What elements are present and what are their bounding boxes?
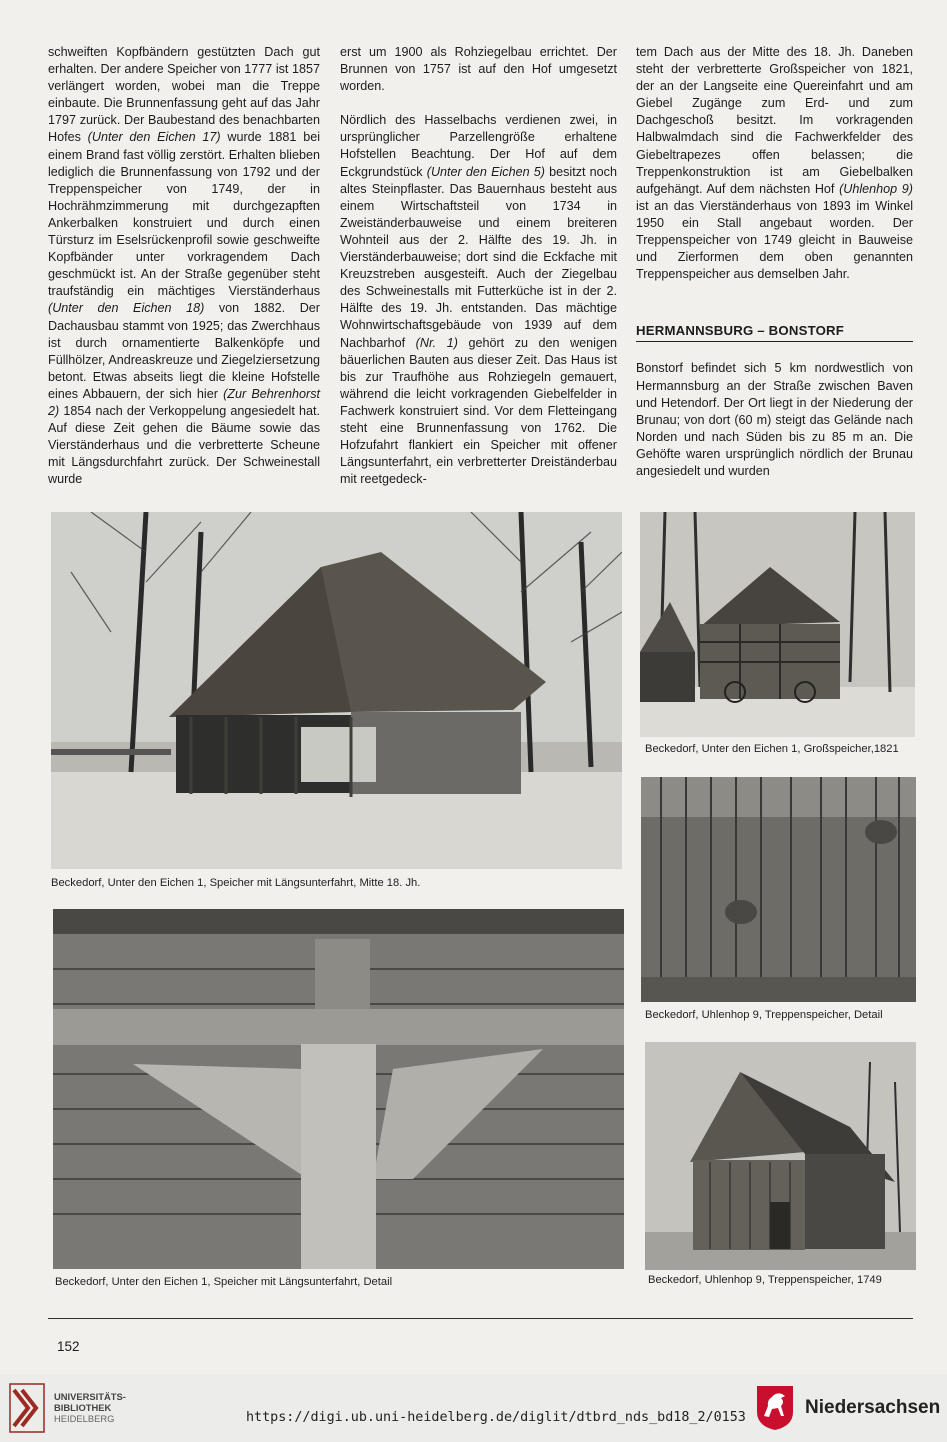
address-reference: (Uhlenhop 9): [839, 181, 913, 196]
page-number: 152: [57, 1339, 80, 1354]
page-rule: [48, 1318, 913, 1319]
photo-staircase-storehouse: [645, 1042, 916, 1270]
address-reference: (Unter den Eichen 18): [48, 301, 205, 316]
address-reference: (Nr. 1): [415, 335, 458, 350]
address-reference: (Unter den Eichen 5): [426, 164, 545, 179]
photo-large-storehouse: [640, 512, 915, 737]
photo-caption: Beckedorf, Unter den Eichen 1, Speicher mit Längsunterfahrt, Detail: [55, 1276, 393, 1288]
photo-caption: Beckedorf, Unter den Eichen 1, Großspeicher,1821: [645, 743, 899, 755]
photo-storehouse: [51, 512, 622, 869]
address-reference: (Zur Behrenhorst 2): [48, 386, 320, 418]
text-column-1: [48, 44, 320, 488]
niedersachsen-label[interactable]: Niedersachsen: [805, 1397, 941, 1418]
address-reference: (Unter den Eichen 17): [87, 130, 221, 145]
source-url-link[interactable]: https://digi.ub.uni-heidelberg.de/diglit/dtbrd_nds_bd18_2/0153: [246, 1410, 746, 1425]
paragraph: schweiften Kopfbändern gestützten Dach gut erhalten. Der andere Speicher von 1777 ist 1857 verlängert worden, wobei man die Treppe einbaute. Die Brunnenfassung geht auf das Jahr 1797 zurück. Der Baubestand des benachbarten Hofes (Unter den Eichen 17) wurde 1881 bei einem Brand fast völlig zerstört. Erhalten blieben lediglich die Brunnenfassung von 1792 und der Treppenspeicher von 1749, der in Hochrähmzimmerung mit durchgezapften Ankerbalken konstruiert und durch einen Türsturz im Eselsrückenprofil sowie geschweifte Kopfbänder unter vorkragendem Dach geschmückt ist. An der Straße gegenüber steht traufständig ein mächtiges Vierständerhaus (Unter den Eichen 18) von 1882. Der Dachausbau stammt von 1925; das Zwerchhaus ist durch ornamentierte Balkenköpfe und Füllhölzer, Andreaskreuze und Ziegelziersetzung betont. Etwas abseits liegt die kleine Hofstelle eines Abbauern, der sich hier (Zur Behrenhorst 2) 1854 nach der Verkoppelung angesiedelt hat. Auf diese Zeit gehen die Bäume sowie das Vierständerhaus und die verbretterte Scheune mit Längsdurchfahrt zurück. Der Schweinestall wurde: [48, 45, 320, 487]
paragraph: tem Dach aus der Mitte des 18. Jh. Daneben steht der verbretterte Großspeicher von 1821, der an der Langseite eine Quereinfahrt und am Giebel Zugänge zum Erd- und zum Dachgeschoß besitzt. Im vorkragenden Halbwalmdach sind die Fachwerkfelder des Giebeltrapezes offen belassen; die Treppenkonstruktion ist am Giebelbalken aufgehängt. Auf dem nächsten Hof (Uhlenhop 9) ist an das Vierständerhaus von 1893 im Winkel 1950 ein Stall angebaut worden. Der Treppenspeicher von 1749 gleicht in Bauweise und Zierformen dem oben genannten Treppenspeicher aus demselben Jahr.: [636, 45, 913, 282]
university-library-logo-icon[interactable]: [8, 1382, 46, 1434]
university-library-name[interactable]: UNIVERSITÄTS- BIBLIOTHEK HEIDELBERG: [54, 1391, 126, 1424]
digitization-footer: [0, 1374, 947, 1442]
photo-caption: Beckedorf, Uhlenhop 9, Treppenspeicher, Detail: [645, 1009, 883, 1021]
photo-staircase-storehouse-detail: [641, 777, 916, 1002]
section-heading: HERMANNSBURG – BONSTORF: [636, 322, 913, 342]
text-column-2: [340, 44, 617, 488]
paragraph: Nördlich des Hasselbachs verdienen zwei, in ursprünglicher Parzellengröße erhaltene Hofstellen Beachtung. Der Hof auf dem Eckgrundstück (Unter den Eichen 5) besitzt noch altes Steinpflaster. Das Bauernhaus besteht aus einem Wirtschaftsteil von 1734 in Zweiständerbauweise und einem breiteren Wohnteil aus der 2. Hälfte des 19. Jh. in Vierständerbauweise; dort sind die Eckfache mit Kreuzstreben ausgesteift. Auch der Ziegelbau des Schweinestalls mit Futterküche ist in der 2. Hälfte des 19. Jh. entstanden. Das mächtige Wohnwirtschaftsgebäude von 1939 auf dem Nachbarhof (Nr. 1) gehört zu den wenigen bäuerlichen Bauten aus dieser Zeit. Das Haus ist bis zur Traufhöhe aus Rohziegeln gemauert, während die leicht vorkragenden Giebelfelder in Fachwerk konstruiert sind. Vor dem Fletteingang steht eine Brunnenfassung von 1762. Die Hofzufahrt flankiert ein Speicher mit offener Längsunterfahrt, ein verbretterter Dreiständerbau mit reetgedeck-: [340, 113, 617, 487]
paragraph: erst um 1900 als Rohziegelbau errichtet. Der Brunnen von 1757 ist auf den Hof umgesetzt worden.: [340, 45, 617, 94]
photo-storehouse-detail: [53, 909, 624, 1269]
photo-caption: Beckedorf, Unter den Eichen 1, Speicher mit Längsunterfahrt, Mitte 18. Jh.: [51, 877, 421, 889]
niedersachsen-horse-crest-icon: [755, 1384, 795, 1432]
photo-caption: Beckedorf, Uhlenhop 9, Treppenspeicher, 1749: [648, 1274, 882, 1286]
text-column-3: [636, 44, 913, 480]
paragraph: Bonstorf befindet sich 5 km nordwestlich von Hermannsburg an der Straße zwischen Baven und Hetendorf. Der Ort liegt in der Niederung der Brunau; von dort (60 m) steigt das Gelände nach Norden und nach Süden bis zu 85 m an. Die Gehöfte waren ursprünglich nördlich der Brunau angesiedelt und wurden: [636, 361, 913, 478]
